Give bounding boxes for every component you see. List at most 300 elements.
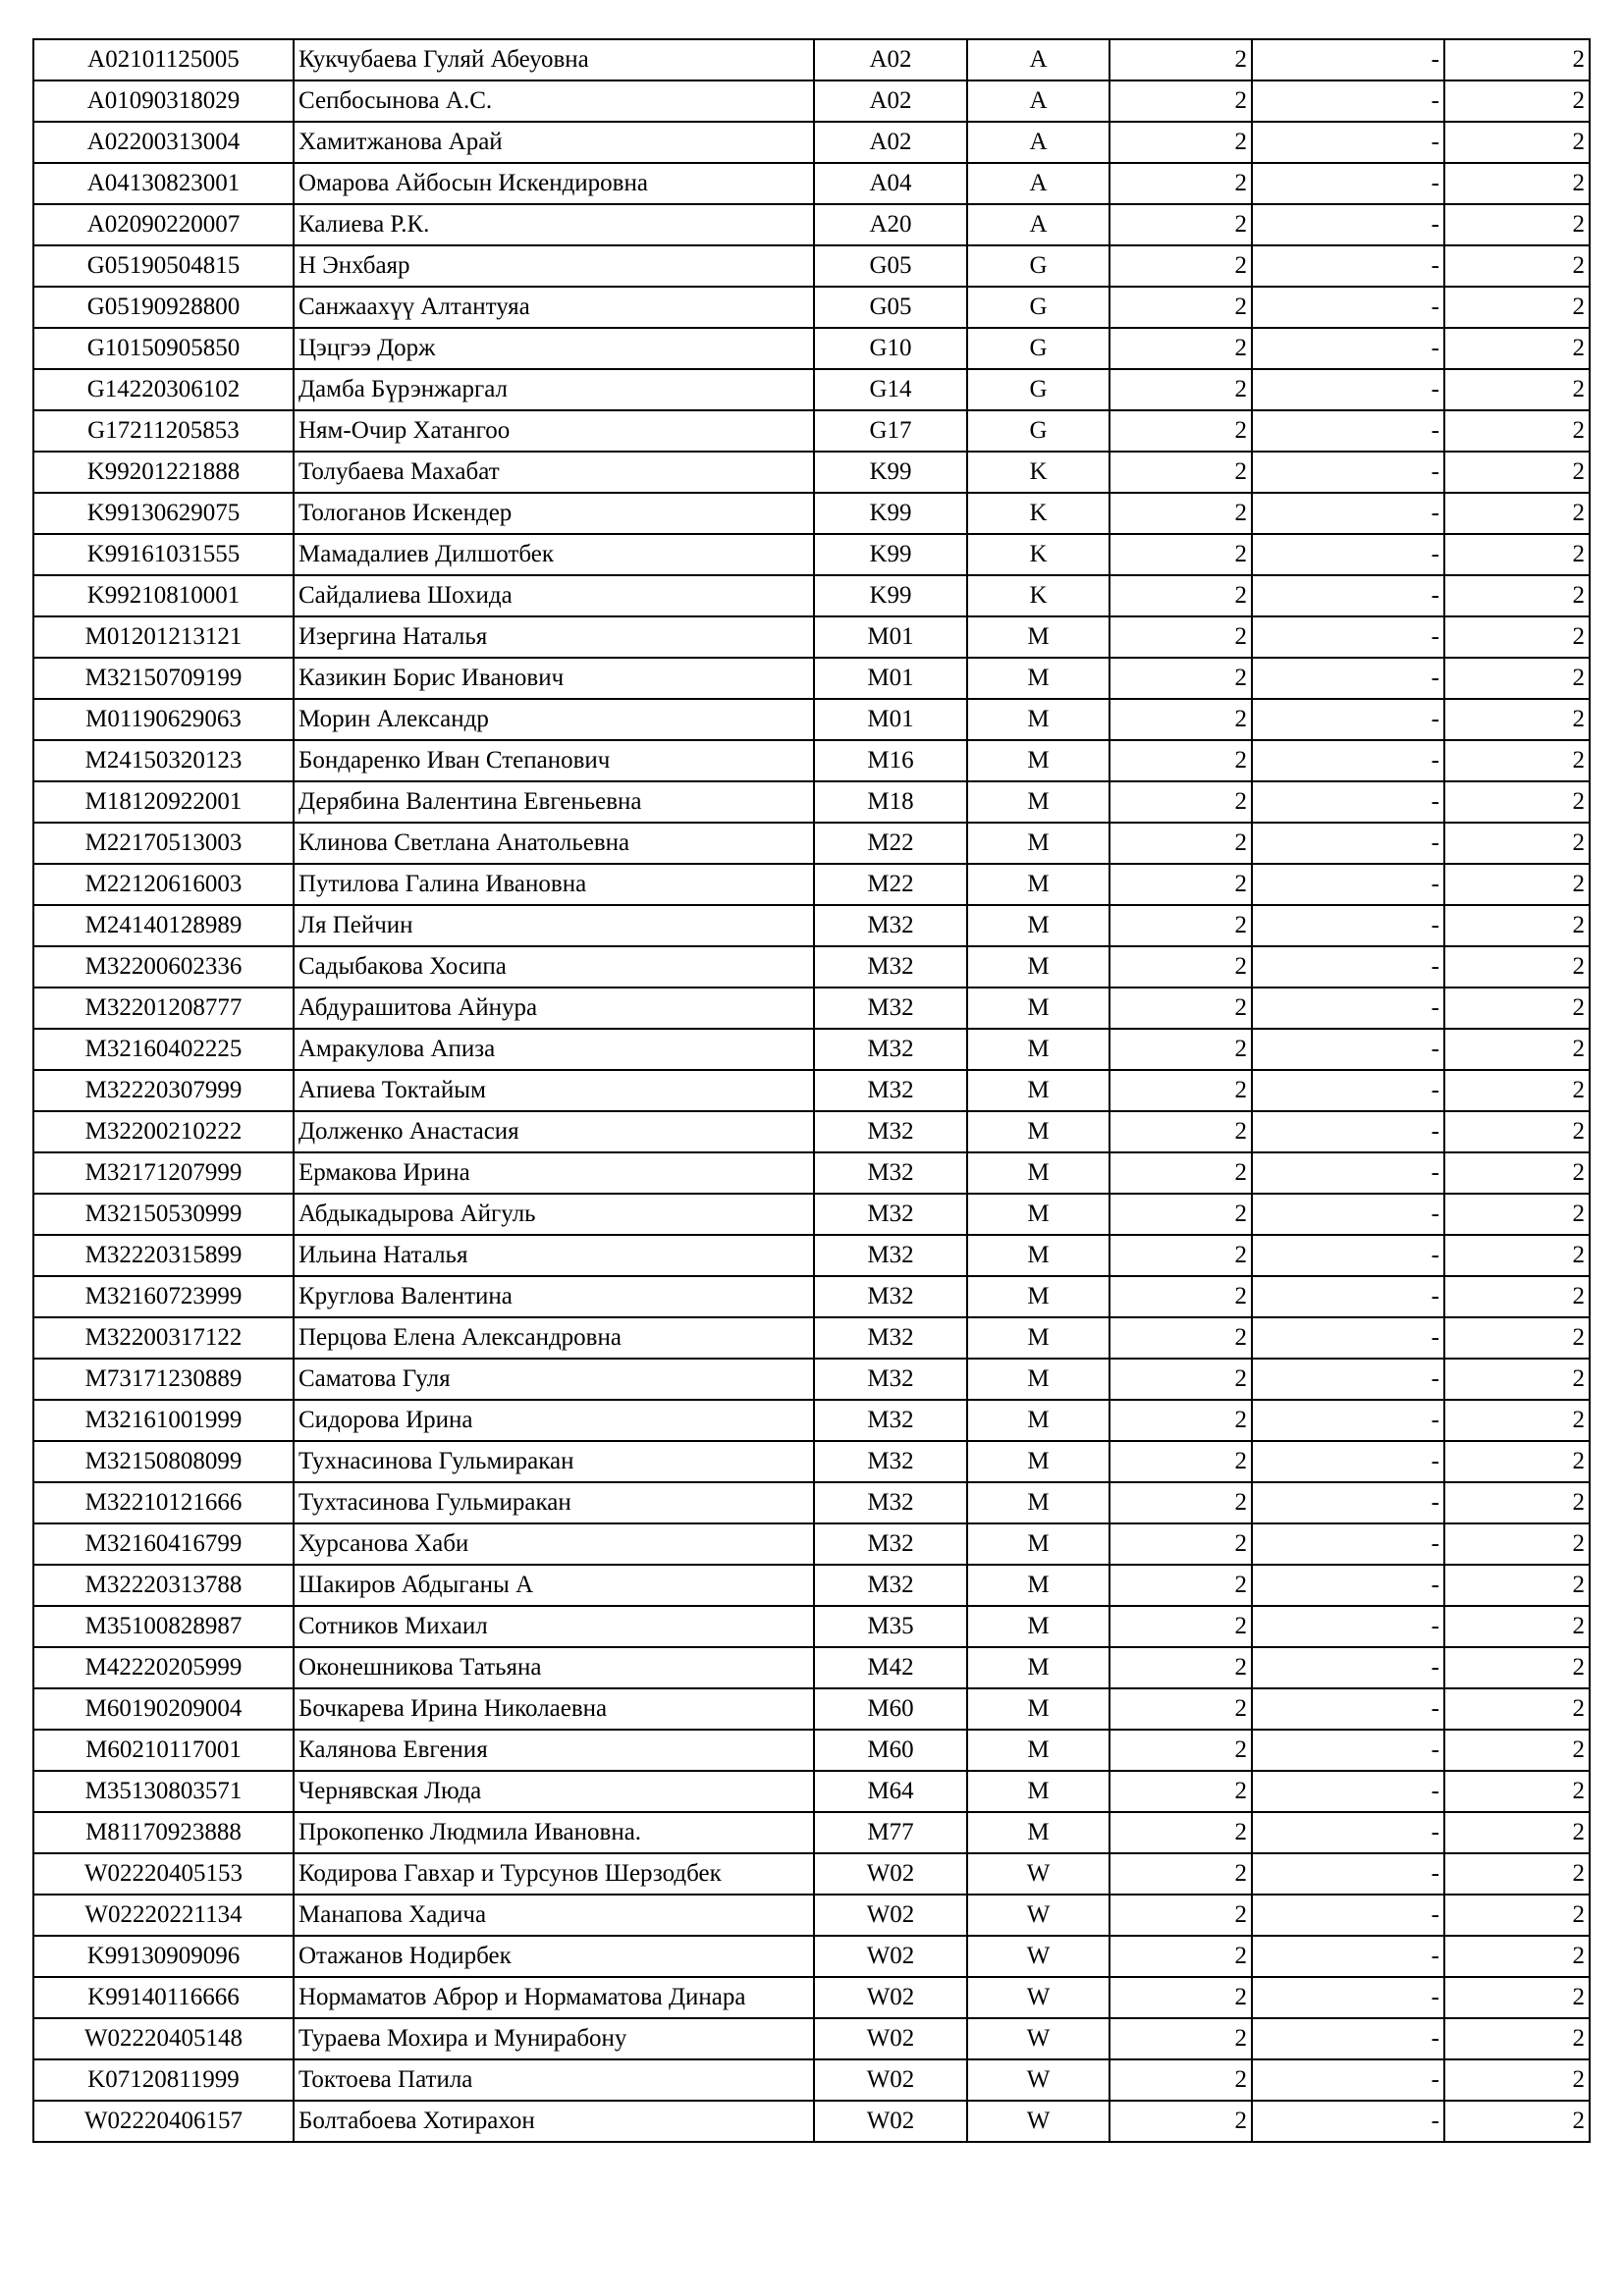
quantity-cell: 2	[1110, 1647, 1252, 1688]
member-id-cell: M32150530999	[33, 1194, 294, 1235]
quantity-cell: 2	[1110, 1977, 1252, 2018]
group-code-cell: M32	[814, 1194, 967, 1235]
dash-cell: -	[1252, 1400, 1444, 1441]
group-code-cell: M18	[814, 781, 967, 823]
table-row	[33, 658, 1590, 699]
dash-cell: -	[1252, 1688, 1444, 1730]
category-cell: K	[967, 493, 1110, 534]
dash-cell: -	[1252, 1276, 1444, 1317]
category-cell: M	[967, 1276, 1110, 1317]
category-cell: M	[967, 1441, 1110, 1482]
table-row	[33, 1194, 1590, 1235]
group-code-cell: M32	[814, 1029, 967, 1070]
category-cell: W	[967, 1936, 1110, 1977]
member-id-cell: A01090318029	[33, 80, 294, 122]
table-row	[33, 452, 1590, 493]
group-code-cell: M32	[814, 905, 967, 946]
dash-cell: -	[1252, 1853, 1444, 1895]
member-id-cell: K07120811999	[33, 2059, 294, 2101]
member-name-cell: Манапова Хадича	[294, 1895, 814, 1936]
group-code-cell: M32	[814, 1565, 967, 1606]
table-row	[33, 781, 1590, 823]
category-cell: M	[967, 823, 1110, 864]
dash-cell: -	[1252, 781, 1444, 823]
member-id-cell: K99130909096	[33, 1936, 294, 1977]
table-row	[33, 1400, 1590, 1441]
table-row	[33, 988, 1590, 1029]
table-row	[33, 1070, 1590, 1111]
category-cell: A	[967, 122, 1110, 163]
quantity-cell: 2	[1110, 1730, 1252, 1771]
quantity-cell: 2	[1110, 245, 1252, 287]
category-cell: M	[967, 988, 1110, 1029]
member-name-cell: Шакиров Абдыганы А	[294, 1565, 814, 1606]
category-cell: M	[967, 1235, 1110, 1276]
category-cell: M	[967, 1523, 1110, 1565]
group-code-cell: M32	[814, 1317, 967, 1359]
member-id-cell: G05190504815	[33, 245, 294, 287]
member-id-cell: M32171207999	[33, 1152, 294, 1194]
group-code-cell: M60	[814, 1730, 967, 1771]
member-name-cell: Казикин Борис Иванович	[294, 658, 814, 699]
quantity-cell: 2	[1110, 988, 1252, 1029]
table-row	[33, 493, 1590, 534]
quantity-cell: 2	[1110, 287, 1252, 328]
category-cell: W	[967, 1977, 1110, 2018]
member-name-cell: Абдурашитова Айнура	[294, 988, 814, 1029]
quantity-cell: 2	[1110, 616, 1252, 658]
member-name-cell: Бочкарева Ирина Николаевна	[294, 1688, 814, 1730]
member-id-cell: M32220315899	[33, 1235, 294, 1276]
group-code-cell: M32	[814, 946, 967, 988]
member-name-cell: Чернявская Люда	[294, 1771, 814, 1812]
total-cell: 2	[1444, 781, 1590, 823]
member-name-cell: Сидорова Ирина	[294, 1400, 814, 1441]
category-cell: M	[967, 1565, 1110, 1606]
total-cell: 2	[1444, 1977, 1590, 2018]
category-cell: M	[967, 740, 1110, 781]
member-id-cell: W02220406157	[33, 2101, 294, 2142]
quantity-cell: 2	[1110, 1070, 1252, 1111]
quantity-cell: 2	[1110, 575, 1252, 616]
quantity-cell: 2	[1110, 1523, 1252, 1565]
group-code-cell: W02	[814, 1977, 967, 2018]
table-row	[33, 534, 1590, 575]
dash-cell: -	[1252, 122, 1444, 163]
dash-cell: -	[1252, 823, 1444, 864]
category-cell: M	[967, 1812, 1110, 1853]
member-id-cell: M22120616003	[33, 864, 294, 905]
member-name-cell: Мамадалиев Дилшотбек	[294, 534, 814, 575]
dash-cell: -	[1252, 1523, 1444, 1565]
member-id-cell: M32160416799	[33, 1523, 294, 1565]
member-id-cell: M32160402225	[33, 1029, 294, 1070]
dash-cell: -	[1252, 1977, 1444, 2018]
member-name-cell: Ермакова Ирина	[294, 1152, 814, 1194]
total-cell: 2	[1444, 1152, 1590, 1194]
member-id-cell: G17211205853	[33, 410, 294, 452]
total-cell: 2	[1444, 1853, 1590, 1895]
member-name-cell: Ля Пейчин	[294, 905, 814, 946]
table-row	[33, 1853, 1590, 1895]
table-row	[33, 1565, 1590, 1606]
total-cell: 2	[1444, 287, 1590, 328]
member-name-cell: Саматова Гуля	[294, 1359, 814, 1400]
table-row	[33, 740, 1590, 781]
quantity-cell: 2	[1110, 781, 1252, 823]
member-id-cell: K99140116666	[33, 1977, 294, 2018]
quantity-cell: 2	[1110, 699, 1252, 740]
member-id-cell: M73171230889	[33, 1359, 294, 1400]
dash-cell: -	[1252, 575, 1444, 616]
member-name-cell: Абдыкадырова Айгуль	[294, 1194, 814, 1235]
group-code-cell: K99	[814, 575, 967, 616]
member-id-cell: M22170513003	[33, 823, 294, 864]
dash-cell: -	[1252, 616, 1444, 658]
table-row	[33, 1647, 1590, 1688]
member-name-cell: Амракулова Апиза	[294, 1029, 814, 1070]
dash-cell: -	[1252, 204, 1444, 245]
quantity-cell: 2	[1110, 328, 1252, 369]
quantity-cell: 2	[1110, 823, 1252, 864]
category-cell: M	[967, 1029, 1110, 1070]
dash-cell: -	[1252, 1111, 1444, 1152]
member-name-cell: Путилова Галина Ивановна	[294, 864, 814, 905]
total-cell: 2	[1444, 1606, 1590, 1647]
total-cell: 2	[1444, 122, 1590, 163]
group-code-cell: M35	[814, 1606, 967, 1647]
total-cell: 2	[1444, 410, 1590, 452]
member-id-cell: K99130629075	[33, 493, 294, 534]
member-name-cell: Ням-Очир Хатангоо	[294, 410, 814, 452]
member-id-cell: M81170923888	[33, 1812, 294, 1853]
quantity-cell: 2	[1110, 452, 1252, 493]
quantity-cell: 2	[1110, 1853, 1252, 1895]
quantity-cell: 2	[1110, 1606, 1252, 1647]
quantity-cell: 2	[1110, 1111, 1252, 1152]
category-cell: A	[967, 80, 1110, 122]
table-row	[33, 905, 1590, 946]
group-code-cell: W02	[814, 1936, 967, 1977]
table-row	[33, 1523, 1590, 1565]
table-row	[33, 699, 1590, 740]
total-cell: 2	[1444, 39, 1590, 80]
member-name-cell: Санжаахүү Алтантуяа	[294, 287, 814, 328]
quantity-cell: 2	[1110, 1317, 1252, 1359]
quantity-cell: 2	[1110, 946, 1252, 988]
total-cell: 2	[1444, 1317, 1590, 1359]
category-cell: M	[967, 781, 1110, 823]
total-cell: 2	[1444, 328, 1590, 369]
total-cell: 2	[1444, 80, 1590, 122]
quantity-cell: 2	[1110, 1482, 1252, 1523]
category-cell: W	[967, 2018, 1110, 2059]
member-name-cell: Оконешникова Татьяна	[294, 1647, 814, 1688]
table-row	[33, 245, 1590, 287]
member-name-cell: Дамба Бүрэнжаргал	[294, 369, 814, 410]
dash-cell: -	[1252, 410, 1444, 452]
member-id-cell: M60210117001	[33, 1730, 294, 1771]
table-row	[33, 39, 1590, 80]
total-cell: 2	[1444, 1276, 1590, 1317]
category-cell: M	[967, 1606, 1110, 1647]
member-name-cell: Изергина Наталья	[294, 616, 814, 658]
table-row	[33, 1688, 1590, 1730]
dash-cell: -	[1252, 2101, 1444, 2142]
quantity-cell: 2	[1110, 80, 1252, 122]
table-row	[33, 1771, 1590, 1812]
member-name-cell: Апиева Toктайым	[294, 1070, 814, 1111]
table-row	[33, 163, 1590, 204]
member-name-cell: Сайдалиева Шохида	[294, 575, 814, 616]
dash-cell: -	[1252, 1936, 1444, 1977]
table-row	[33, 1482, 1590, 1523]
group-code-cell: M32	[814, 1523, 967, 1565]
member-id-cell: M32160723999	[33, 1276, 294, 1317]
dash-cell: -	[1252, 1895, 1444, 1936]
dash-cell: -	[1252, 1317, 1444, 1359]
group-code-cell: M01	[814, 658, 967, 699]
dash-cell: -	[1252, 946, 1444, 988]
total-cell: 2	[1444, 1688, 1590, 1730]
table-row	[33, 410, 1590, 452]
dash-cell: -	[1252, 1482, 1444, 1523]
table-row	[33, 1730, 1590, 1771]
member-name-cell: Перцова Елена Александровна	[294, 1317, 814, 1359]
member-id-cell: A04130823001	[33, 163, 294, 204]
group-code-cell: M77	[814, 1812, 967, 1853]
quantity-cell: 2	[1110, 1895, 1252, 1936]
quantity-cell: 2	[1110, 1812, 1252, 1853]
group-code-cell: G14	[814, 369, 967, 410]
table-row	[33, 1029, 1590, 1070]
member-name-cell: Бондаренко Иван Степанович	[294, 740, 814, 781]
group-code-cell: G17	[814, 410, 967, 452]
member-name-cell: Круглова Валентина	[294, 1276, 814, 1317]
dash-cell: -	[1252, 1194, 1444, 1235]
member-id-cell: K99210810001	[33, 575, 294, 616]
member-name-cell: Тухтасинова Гульмиракан	[294, 1482, 814, 1523]
group-code-cell: A02	[814, 80, 967, 122]
group-code-cell: W02	[814, 2101, 967, 2142]
category-cell: K	[967, 452, 1110, 493]
total-cell: 2	[1444, 369, 1590, 410]
member-name-cell: Цэцгээ Дорж	[294, 328, 814, 369]
dash-cell: -	[1252, 369, 1444, 410]
category-cell: K	[967, 534, 1110, 575]
total-cell: 2	[1444, 1194, 1590, 1235]
roster-body	[33, 39, 1590, 2142]
member-id-cell: G10150905850	[33, 328, 294, 369]
group-code-cell: G10	[814, 328, 967, 369]
member-id-cell: M32201208777	[33, 988, 294, 1029]
member-name-cell: Нормаматов Аброр и Нормаматова Динара	[294, 1977, 814, 2018]
dash-cell: -	[1252, 1812, 1444, 1853]
dash-cell: -	[1252, 1730, 1444, 1771]
member-id-cell: M35130803571	[33, 1771, 294, 1812]
dash-cell: -	[1252, 287, 1444, 328]
member-name-cell: Прокопенко Людмила Ивановна.	[294, 1812, 814, 1853]
dash-cell: -	[1252, 740, 1444, 781]
quantity-cell: 2	[1110, 1359, 1252, 1400]
quantity-cell: 2	[1110, 1400, 1252, 1441]
dash-cell: -	[1252, 1647, 1444, 1688]
total-cell: 2	[1444, 2059, 1590, 2101]
table-row	[33, 575, 1590, 616]
group-code-cell: M60	[814, 1688, 967, 1730]
member-id-cell: A02200313004	[33, 122, 294, 163]
group-code-cell: K99	[814, 534, 967, 575]
total-cell: 2	[1444, 616, 1590, 658]
table-row	[33, 2059, 1590, 2101]
member-id-cell: W02220221134	[33, 1895, 294, 1936]
total-cell: 2	[1444, 1647, 1590, 1688]
dash-cell: -	[1252, 1235, 1444, 1276]
category-cell: K	[967, 575, 1110, 616]
member-id-cell: W02220405153	[33, 1853, 294, 1895]
table-row	[33, 1977, 1590, 2018]
category-cell: M	[967, 1730, 1110, 1771]
category-cell: M	[967, 946, 1110, 988]
dash-cell: -	[1252, 905, 1444, 946]
quantity-cell: 2	[1110, 122, 1252, 163]
member-id-cell: K99161031555	[33, 534, 294, 575]
group-code-cell: M64	[814, 1771, 967, 1812]
table-row	[33, 1317, 1590, 1359]
member-name-cell: Кукчубаева Гуляй Абеуовна	[294, 39, 814, 80]
member-name-cell: Клинова Светлана Анатольевна	[294, 823, 814, 864]
category-cell: M	[967, 1771, 1110, 1812]
member-id-cell: M32220313788	[33, 1565, 294, 1606]
member-name-cell: Отажанов Нодирбек	[294, 1936, 814, 1977]
quantity-cell: 2	[1110, 2018, 1252, 2059]
table-row	[33, 2101, 1590, 2142]
group-code-cell: M32	[814, 988, 967, 1029]
category-cell: M	[967, 699, 1110, 740]
member-id-cell: W02220405148	[33, 2018, 294, 2059]
member-id-cell: M18120922001	[33, 781, 294, 823]
member-name-cell: Садыбакова Хосипа	[294, 946, 814, 988]
group-code-cell: M32	[814, 1111, 967, 1152]
member-name-cell: Кодирова Гавхар и Турсунов Шерзодбек	[294, 1853, 814, 1895]
total-cell: 2	[1444, 163, 1590, 204]
total-cell: 2	[1444, 534, 1590, 575]
member-name-cell: Тологанов Искендер	[294, 493, 814, 534]
category-cell: M	[967, 1317, 1110, 1359]
group-code-cell: M22	[814, 864, 967, 905]
member-name-cell: Н Энхбаяр	[294, 245, 814, 287]
table-row	[33, 1812, 1590, 1853]
member-id-cell: M32150808099	[33, 1441, 294, 1482]
category-cell: G	[967, 287, 1110, 328]
category-cell: G	[967, 410, 1110, 452]
category-cell: A	[967, 39, 1110, 80]
group-code-cell: G05	[814, 245, 967, 287]
total-cell: 2	[1444, 1070, 1590, 1111]
table-row	[33, 204, 1590, 245]
quantity-cell: 2	[1110, 1276, 1252, 1317]
total-cell: 2	[1444, 946, 1590, 988]
quantity-cell: 2	[1110, 410, 1252, 452]
dash-cell: -	[1252, 1771, 1444, 1812]
member-id-cell: M01201213121	[33, 616, 294, 658]
member-id-cell: M24150320123	[33, 740, 294, 781]
quantity-cell: 2	[1110, 864, 1252, 905]
table-row	[33, 864, 1590, 905]
total-cell: 2	[1444, 1812, 1590, 1853]
table-row	[33, 1606, 1590, 1647]
table-row	[33, 369, 1590, 410]
group-code-cell: M32	[814, 1276, 967, 1317]
quantity-cell: 2	[1110, 1152, 1252, 1194]
quantity-cell: 2	[1110, 1771, 1252, 1812]
member-id-cell: M32210121666	[33, 1482, 294, 1523]
quantity-cell: 2	[1110, 1936, 1252, 1977]
total-cell: 2	[1444, 2018, 1590, 2059]
quantity-cell: 2	[1110, 1688, 1252, 1730]
member-id-cell: M35100828987	[33, 1606, 294, 1647]
total-cell: 2	[1444, 988, 1590, 1029]
quantity-cell: 2	[1110, 2101, 1252, 2142]
category-cell: W	[967, 2059, 1110, 2101]
total-cell: 2	[1444, 1029, 1590, 1070]
member-name-cell: Долженко Анастасия	[294, 1111, 814, 1152]
member-id-cell: A02101125005	[33, 39, 294, 80]
quantity-cell: 2	[1110, 2059, 1252, 2101]
dash-cell: -	[1252, 2059, 1444, 2101]
dash-cell: -	[1252, 1359, 1444, 1400]
dash-cell: -	[1252, 658, 1444, 699]
category-cell: M	[967, 1111, 1110, 1152]
total-cell: 2	[1444, 575, 1590, 616]
category-cell: W	[967, 2101, 1110, 2142]
quantity-cell: 2	[1110, 1029, 1252, 1070]
member-name-cell: Толубаева Махабат	[294, 452, 814, 493]
member-id-cell: M32200602336	[33, 946, 294, 988]
table-row	[33, 287, 1590, 328]
total-cell: 2	[1444, 1936, 1590, 1977]
member-name-cell: Калиева Р.К.	[294, 204, 814, 245]
total-cell: 2	[1444, 1771, 1590, 1812]
total-cell: 2	[1444, 658, 1590, 699]
group-code-cell: M32	[814, 1152, 967, 1194]
total-cell: 2	[1444, 1482, 1590, 1523]
group-code-cell: M16	[814, 740, 967, 781]
quantity-cell: 2	[1110, 658, 1252, 699]
dash-cell: -	[1252, 534, 1444, 575]
group-code-cell: M22	[814, 823, 967, 864]
total-cell: 2	[1444, 1441, 1590, 1482]
table-row	[33, 328, 1590, 369]
group-code-cell: W02	[814, 2059, 967, 2101]
quantity-cell: 2	[1110, 369, 1252, 410]
dash-cell: -	[1252, 80, 1444, 122]
member-id-cell: K99201221888	[33, 452, 294, 493]
member-name-cell: Дерябина Валентина Евгеньевна	[294, 781, 814, 823]
category-cell: M	[967, 1482, 1110, 1523]
quantity-cell: 2	[1110, 1565, 1252, 1606]
total-cell: 2	[1444, 493, 1590, 534]
total-cell: 2	[1444, 1111, 1590, 1152]
table-row	[33, 1936, 1590, 1977]
dash-cell: -	[1252, 1070, 1444, 1111]
table-row	[33, 1276, 1590, 1317]
category-cell: M	[967, 1688, 1110, 1730]
quantity-cell: 2	[1110, 1235, 1252, 1276]
group-code-cell: M32	[814, 1070, 967, 1111]
member-id-cell: M60190209004	[33, 1688, 294, 1730]
total-cell: 2	[1444, 1523, 1590, 1565]
